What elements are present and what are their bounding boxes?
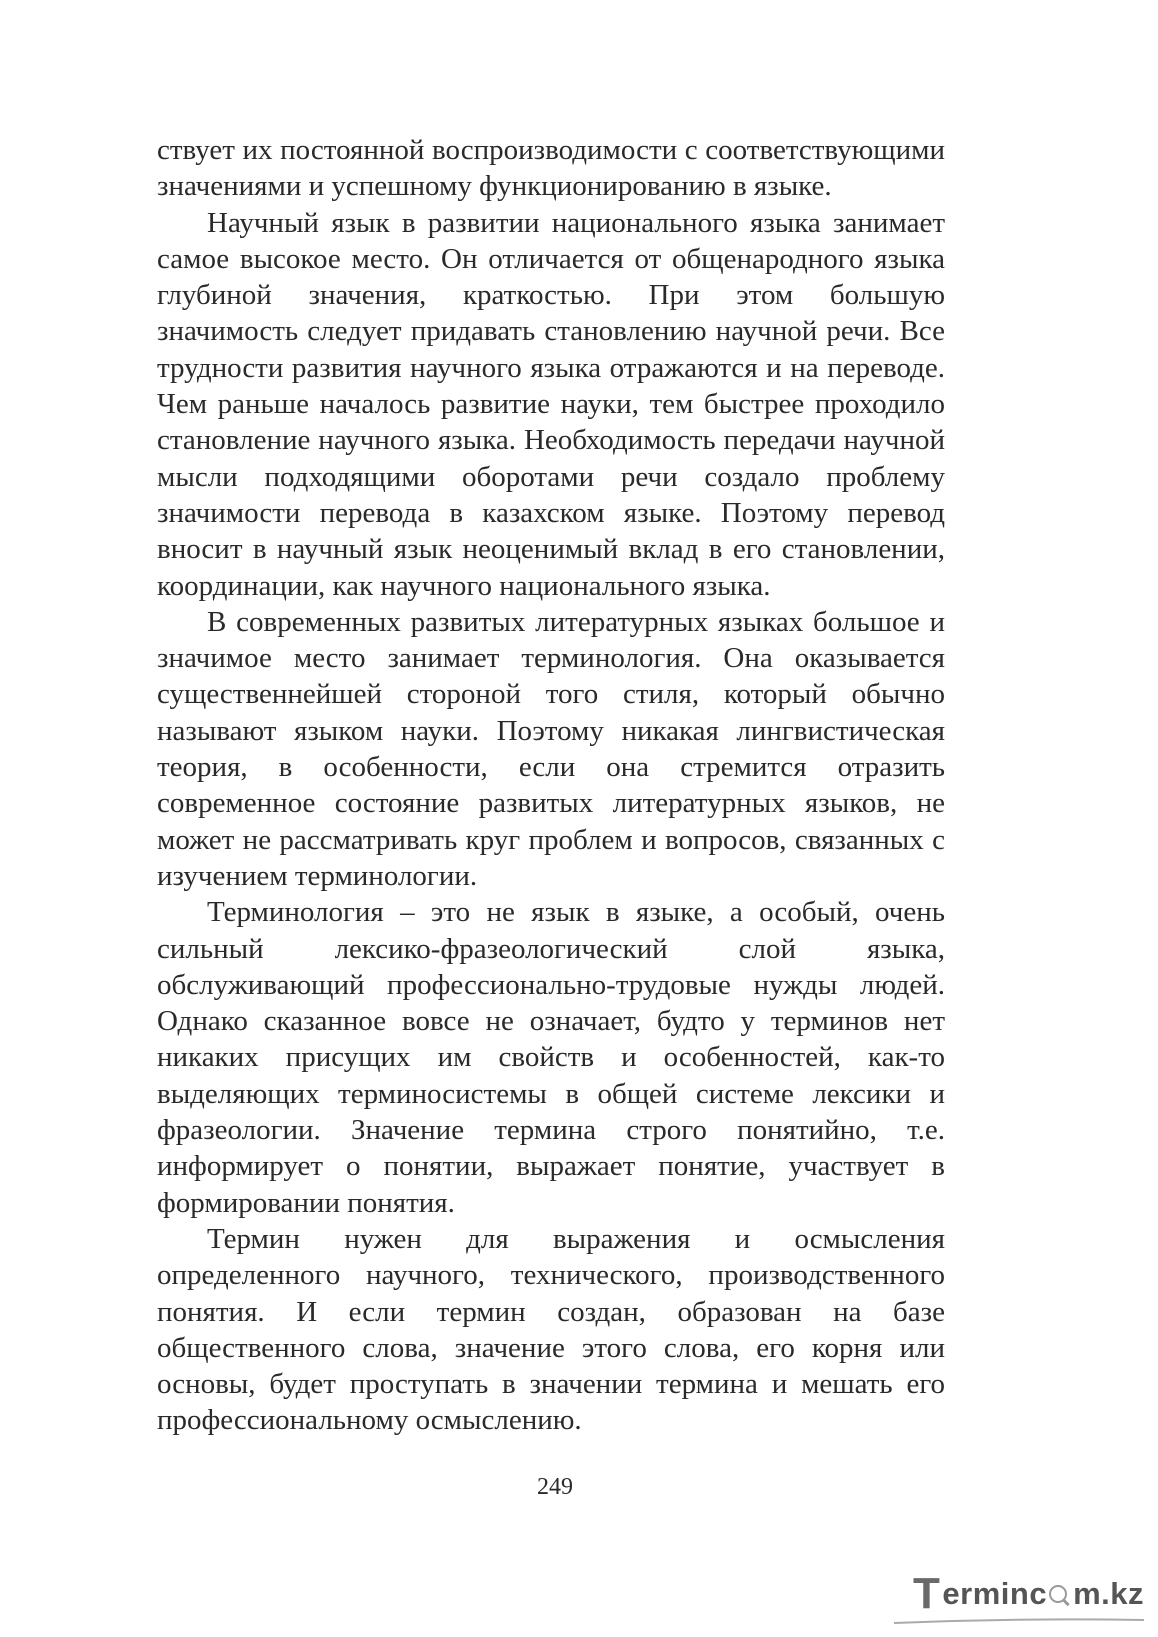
paragraph-5: Термин нужен для выражения и осмысления определенного научного, технического, производственного понятия. И если термин создан, образован на базе общественного слова, значение этого слова, его корня или основы, будет проступать в значении термина и мешать его профессиональному осмыслению. bbox=[157, 1222, 945, 1437]
watermark-logo bbox=[913, 1569, 1144, 1619]
watermark-text-part1: erminc bbox=[942, 1576, 1048, 1611]
page-number: 249 bbox=[537, 1474, 573, 1500]
paragraph-1: ствует их постоянной воспроизводимости с соответствующими значениями и успешному функционированию в языке. bbox=[157, 134, 945, 203]
search-icon bbox=[1049, 1583, 1071, 1605]
body-text bbox=[157, 132, 945, 1439]
paragraph-4: Терминология – это не язык в языке, а особый, очень сильный лексико-фразеологический слой языка, обслуживающий профессионально-трудовые нужды людей. Однако сказанное вовсе не означает, будто у терминов нет никаких присущих им свойств и особенностей, как-то выделяющих терминосистемы в общей системе лексики и фразеологии. Значение термина строго понятийно, т.е. информирует о понятии, выражает понятие, участвует в формировании понятия. bbox=[157, 896, 945, 1219]
paragraph-2: Научный язык в развитии национального языка занимает самое высокое место. Он отличается от общенародного языка глубиной значения, краткостью. При этом большую значимость следует придавать становлению научной речи. Все трудности развития научного языка отражаются и на переводе. Чем раньше началось развитие науки, тем быстрее проходило становление научного языка. Необходимость передачи научной мысли подходящими оборотами речи создало проблему значимости перевода в казахском языке. Поэтому перевод вносит в научный язык неоценимый вклад в его становлении, координации, как научного национального языка. bbox=[157, 206, 945, 602]
watermark-letter-t: T bbox=[913, 1569, 941, 1618]
paragraph-3: В современных развитых литературных языках большое и значимое место занимает терминология. Она оказывается существеннейшей стороной того стиля, который обычно называют языком науки. Поэтому никакая лингвистическая теория, в особенности, если она стремится отразить современное состояние развитых литературных языков, не может не рассматривать круг проблем и вопросов, связанных с изучением терминологии. bbox=[157, 605, 945, 892]
watermark-swoosh bbox=[894, 1617, 1144, 1625]
watermark-text-part2: m.kz bbox=[1073, 1576, 1144, 1611]
